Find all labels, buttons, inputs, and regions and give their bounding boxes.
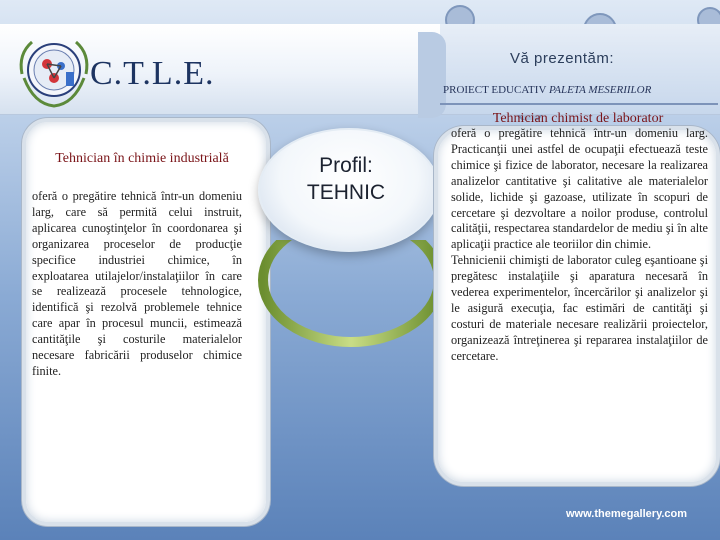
profile-line-2: TEHNIC [306,181,386,204]
right-card-paragraph-2: Tehnicienii chimişti de laborator culeg eşantioane şi pregătesc instalaţiile şi aparatura necesară în vederea experimentelor, încercărilor şi analizelor şi le asigură execuţia, fac estimări de cantităţi şi costuri de materiale necesare realizării proiectelor, organizează întreţinerea şi repararea instalaţiilor de cercetare. [451,253,708,363]
left-card-text: oferă o pregătire tehnică într-un domeniu larg, care să permită celui instruit, aplicarea cunoştinţelor în coordonarea şi organizarea proceselor de producţie specifice industriei chimice, în exploatarea utilajelor/instalaţiilor în care se realizează procesele tehnologice, identifică şi rezolvă problemele tehnice care apar în procesul muncii, estimează cantităţile şi costurile materialelor necesare fabricării produselor chimice finite. [32,189,242,378]
profile-label [278,152,414,206]
project-prefix: PROIECT EDUCATIV [443,84,549,96]
intro-heading: Vă prezentăm: [510,50,615,67]
header-rule [440,103,718,105]
header-divider [418,32,446,118]
connector-circle [256,240,446,380]
right-card-text [451,126,708,365]
footer-url: www.themegallery.com [566,508,688,520]
right-card-paragraph-1: oferă o pregătire tehnică într-un domeniu larg. Practicanţii unei astfel de ocupaţii efectuează teste chimice şi fizice de laborator, necesare la realizarea analizelor cantitative şi calitative ale materialelor solide, lichide şi gazoase, utilizate în scopuri de cercetare şi dezvoltare a noilor produse, controlul calităţii, respectarea standardelor de mediu şi în alte aplicaţii practice ale teoriilor din chimie. [451,126,708,252]
project-title [443,84,651,96]
left-card-title: Tehnician în chimie industrială [55,151,229,166]
right-card-title: Tehnician chimist de laborator [492,111,664,126]
header-right-panel [440,24,720,114]
project-name: PALETA MESERIILOR [548,84,652,96]
brand-title: C.T.L.E. [90,55,215,92]
profile-line-1: Profil: [319,154,373,177]
school-logo-icon [14,34,94,110]
